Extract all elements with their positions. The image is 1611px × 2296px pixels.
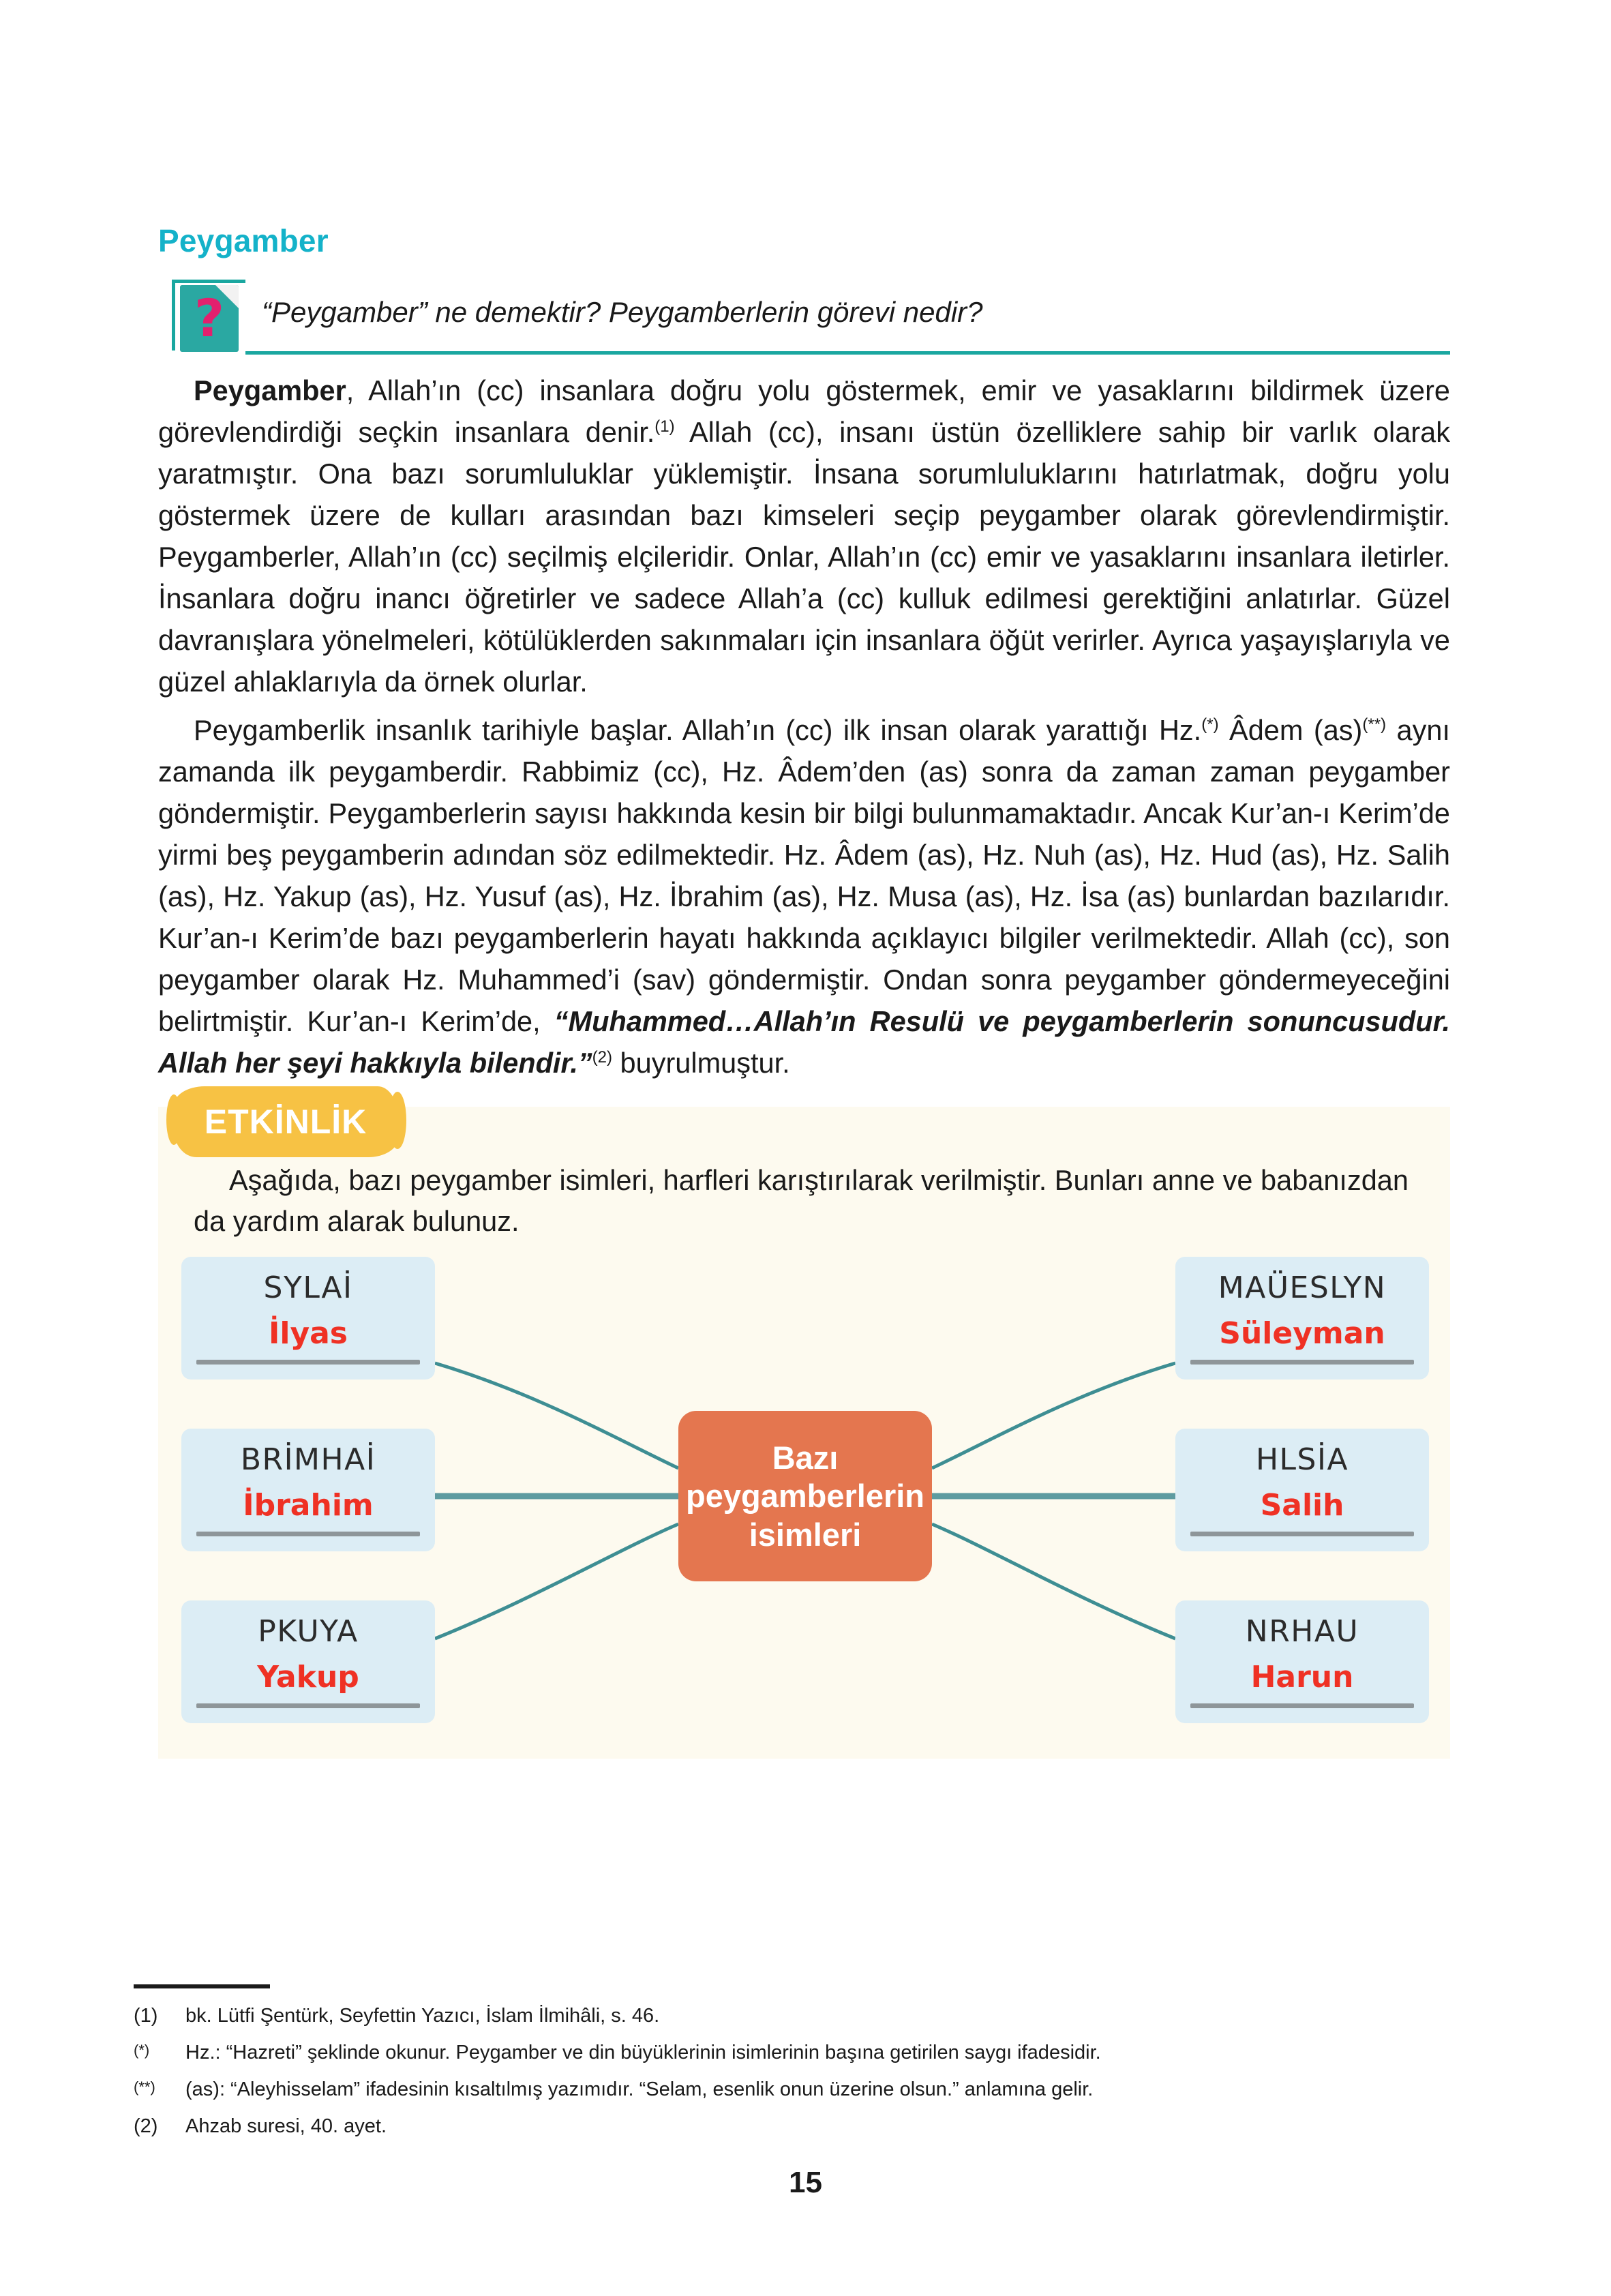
p1-after: Allah (cc), insanı üstün özelliklere sahip bir varlık olarak yaratmıştır. Ona bazı sorumluluklar yüklemiştir. İnsana sorumluluklarını hatırlatmak, doğru yolu göstermek üzere de kulları arasından bazı kimseleri seçip peygamber olarak görevlendirmiştir. Peygamberler, Allah’ın (cc) seçilmiş elçileridir. Onlar, Allah’ın (cc) emir ve yasaklarını insanlara iletirler. İnsanlara doğru inancı öğretirler ve sadece Allah’a (cc) kulluk edilmesi gerektiğini anlatırlar. Güzel davranışlara yönelmeleri, kötülüklerden sakınmaları için insanlara öğüt verirler. Ayrıca yaşayışlarıyla ve güzel ahlaklarıyla da örnek olurlar. bbox=[158, 416, 1450, 698]
footnote-text: bk. Lütfi Şentürk, Seyfettin Yazıcı, İslam İlmihâli, s. 46. bbox=[185, 2005, 660, 2027]
page-content bbox=[158, 225, 1450, 1759]
p2-c: aynı zamanda ilk peygamberdir. Rabbimiz (cc), Hz. Âdem’den (as) sonra da zaman zaman peygamber göndermiştir. Peygamberlerin sayısı hakkında kesin bir bilgi bulunmamaktadır. Ancak Kur’an-ı Kerim’de yirmi beş peygamberin adından söz edilmektedir. Hz. Âdem (as), Hz. Nuh (as), Hz. Hud (as), Hz. Salih (as), Hz. Yakup (as), Hz. Yusuf (as), Hz. İbrahim (as), Hz. Musa (as), Hz. İsa (as) bunlardan bazılarıdır. Kur’an-ı Kerim’de bazı peygamberlerin hayatı hakkında açıklayıcı bilgiler verilmektedir. Allah (cc), son peygamber olarak Hz. Muhammed’i (sav) göndermiştir. Ondan sonra peygamber göndermeyeceğini belirtmiştir. Kur’an-ı Kerim’de, bbox=[158, 714, 1450, 1037]
question-mark-book-icon bbox=[180, 285, 239, 352]
footnote-marker: (*) bbox=[134, 2042, 150, 2059]
puzzle-node-right-2[interactable] bbox=[1175, 1429, 1429, 1551]
footnotes-section bbox=[134, 1984, 1456, 2148]
answer-name: Süleyman bbox=[1219, 1315, 1385, 1351]
puzzle-node-right-3[interactable] bbox=[1175, 1600, 1429, 1723]
p2-b: Âdem (as) bbox=[1218, 714, 1363, 746]
footnote-marker: (**) bbox=[134, 2078, 155, 2096]
footnote-divider bbox=[134, 1984, 270, 1988]
scrambled-letters: SYLAİ bbox=[263, 1270, 353, 1306]
page-number: 15 bbox=[789, 2166, 822, 2199]
answer-name: Harun bbox=[1250, 1659, 1354, 1695]
footnote-marker: (2) bbox=[134, 2115, 158, 2138]
footnote-item bbox=[134, 2038, 1456, 2068]
footnote-text: Hz.: “Hazreti” şeklinde okunur. Peygamber ve din büyüklerinin isimlerinin başına getirilen saygı ifadesidir. bbox=[185, 2042, 1101, 2064]
activity-box bbox=[158, 1103, 1450, 1759]
paragraph-2 bbox=[158, 709, 1450, 1084]
connector-right-1 bbox=[932, 1363, 1175, 1468]
question-prompt bbox=[158, 275, 1450, 359]
answer-blank-line bbox=[1190, 1360, 1414, 1365]
answer-blank-line bbox=[1190, 1532, 1414, 1536]
question-mark-glyph: ? bbox=[194, 288, 225, 348]
answer-name: Yakup bbox=[257, 1659, 359, 1695]
footnote-marker: (1) bbox=[134, 2005, 158, 2027]
puzzle-node-left-3[interactable] bbox=[181, 1600, 435, 1723]
footnote-item bbox=[134, 2111, 1456, 2141]
footnote-text: Ahzab suresi, 40. ayet. bbox=[185, 2115, 387, 2138]
paragraph-1 bbox=[158, 370, 1450, 702]
footnote-ref-1: (1) bbox=[654, 417, 675, 436]
page-title: Peygamber bbox=[158, 223, 329, 258]
p2-a: Peygamberlik insanlık tarihiyle başlar. Allah’ın (cc) ilk insan olarak yarattığı Hz. bbox=[194, 714, 1202, 746]
activity-badge bbox=[173, 1086, 398, 1157]
answer-name: Salih bbox=[1260, 1487, 1344, 1523]
quran-quote: “Muhammed…Allah’ın Resulü ve peygamberlerin sonuncusudur. Allah her şeyi hakkıyla bilendir.” bbox=[158, 1005, 1450, 1079]
scrambled-letters: NRHAU bbox=[1245, 1614, 1359, 1650]
footnote-item bbox=[134, 2074, 1456, 2104]
footnote-item bbox=[134, 2001, 1456, 2031]
question-underline bbox=[245, 351, 1450, 355]
footnote-ref-star: (*) bbox=[1201, 715, 1219, 734]
scrambled-letters: HLSİA bbox=[1255, 1442, 1349, 1478]
footnote-ref-doublestar: (**) bbox=[1362, 715, 1387, 734]
connector-right-3 bbox=[932, 1524, 1175, 1639]
answer-blank-line bbox=[1190, 1703, 1414, 1708]
activity-instruction: Aşağıda, bazı peygamber isimleri, harfleri karıştırılarak verilmiştir. Bunları anne ve babanızdan da yardım alarak bulunuz. bbox=[194, 1164, 1409, 1238]
scrambled-letters: BRİMHAİ bbox=[240, 1442, 376, 1478]
scrambled-letters: MAÜESLYN bbox=[1218, 1270, 1387, 1306]
answer-blank-line bbox=[196, 1532, 420, 1536]
puzzle-node-left-2[interactable] bbox=[181, 1429, 435, 1551]
p2-end: buyrulmuştur. bbox=[612, 1047, 790, 1079]
puzzle-node-right-1[interactable] bbox=[1175, 1257, 1429, 1380]
scrambled-letters: PKUYA bbox=[258, 1614, 359, 1650]
answer-name: İbrahim bbox=[243, 1487, 374, 1523]
footnote-text: (as): “Aleyhisselam” ifadesinin kısaltılmış yazımıdır. “Selam, esenlik onun üzerine olsun.” anlamına gelir. bbox=[185, 2078, 1094, 2101]
diagram-center-node: Bazı peygamberlerin isimleri bbox=[678, 1411, 932, 1581]
mind-map-diagram bbox=[181, 1257, 1429, 1734]
question-text: “Peygamber” ne demektir? Peygamberlerin görevi nedir? bbox=[262, 296, 983, 328]
answer-blank-line bbox=[196, 1360, 420, 1365]
answer-name: İlyas bbox=[268, 1315, 348, 1351]
connector-left-1 bbox=[435, 1363, 678, 1468]
footnote-ref-2: (2) bbox=[592, 1048, 613, 1067]
connector-left-3 bbox=[435, 1524, 678, 1639]
activity-badge-label: ETKİNLİK bbox=[204, 1103, 367, 1141]
answer-blank-line bbox=[196, 1703, 420, 1708]
p1-rest: , Allah’ın (cc) insanlara doğru yolu göstermek, emir ve yasaklarını bildirmek üzere görevlendirdiği seçkin insanlara denir. bbox=[158, 374, 1450, 448]
puzzle-node-left-1[interactable] bbox=[181, 1257, 435, 1380]
lead-word: Peygamber bbox=[194, 374, 346, 406]
